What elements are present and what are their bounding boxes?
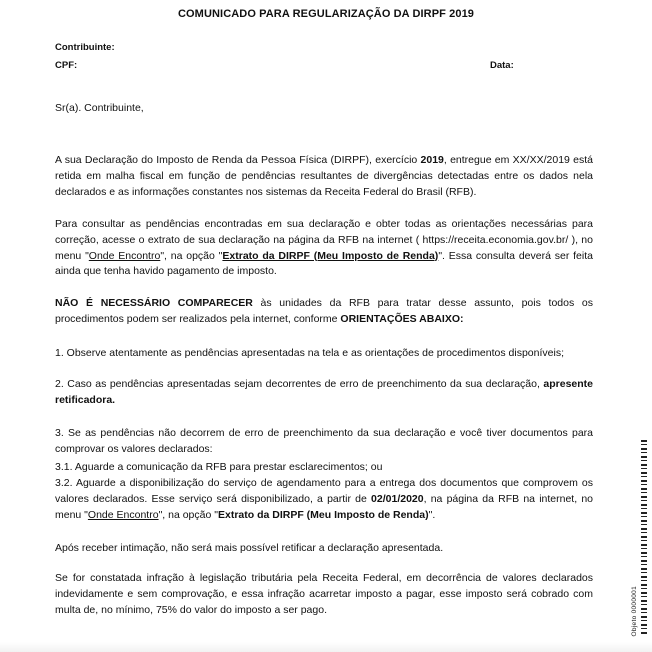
greeting: Sr(a). Contribuinte,	[55, 102, 144, 114]
p1-text-a: A sua Declaração do Imposto de Renda da Pessoa Física (DIRPF), exercício	[55, 154, 421, 166]
paragraph-consult	[55, 217, 593, 280]
extrato-dirpf-text-2: Extrato da DIRPF (Meu Imposto de Renda)	[217, 508, 429, 521]
item32-text-d: ".	[428, 508, 436, 521]
item32-text-c: ", na opção "	[158, 508, 218, 521]
p2-text-b: ", na opção "	[160, 249, 223, 262]
p3-text-c: ORIENTAÇÕES ABAIXO:	[340, 312, 464, 325]
list-item-3-1: 3.1. Aguarde a comunicação da RFB para prestar esclarecimentos; ou	[55, 461, 383, 473]
item32-date: 02/01/2020	[371, 492, 424, 505]
menu-onde-encontro-link-2[interactable]: Onde Encontro	[87, 508, 159, 521]
paragraph-after-notice: Após receber intimação, não será mais possível retificar a declaração apresentada.	[55, 542, 444, 554]
bottom-edge-fade	[0, 642, 652, 652]
paragraph-retention	[55, 153, 593, 200]
p1-year: 2019	[420, 154, 444, 166]
p2-text-a: Para consultar as pendências encontradas em sua declaração e obter todas as orientações necessárias para correção, acesse o extrato de sua declaração na página da RFB na internet ( https://receita.economia.gov.br/ ), no menu "	[55, 218, 593, 262]
item32-text-b: , na página da RFB na internet, no menu "	[55, 492, 593, 521]
item2-text-a: 2. Caso as pendências apresentadas sejam decorrentes de erro de preenchimento da sua declaração,	[55, 378, 544, 390]
list-item-2	[55, 377, 593, 409]
barcode-strip	[641, 440, 647, 636]
paragraph-no-need	[55, 296, 593, 328]
p1-text-b: , entregue em XX/XX/2019 está retida em malha fiscal em função de pendências resultantes de divergências detectadas entre os dados nela declarados e as informações constantes nos sistemas da Receita Federal do Brasil (RFB).	[55, 154, 593, 198]
date-label: Data:	[490, 60, 514, 71]
side-object-code: Objeto 0000001	[631, 586, 638, 637]
list-item-3-2	[55, 476, 593, 523]
page-title: COMUNICADO PARA REGULARIZAÇÃO DA DIRPF 2019	[177, 8, 475, 20]
contribuinte-label: Contribuinte:	[55, 42, 115, 53]
list-item-3: 3. Se as pendências não decorrem de erro de preenchimento da sua declaração e você tiver documentos para comprovar os valores declarados:	[55, 427, 593, 455]
cpf-label: CPF:	[55, 60, 78, 71]
extrato-dirpf-link[interactable]: Extrato da DIRPF (Meu Imposto de Renda)	[222, 249, 439, 262]
paragraph-infraction: Se for constatada infração à legislação tributária pela Receita Federal, em decorrência de valores declarados indevidamente e sem comprovação, e essa infração acarretar imposto a pagar, esse imposto será cobrado com multa de, no mínimo, 75% do valor do imposto a ser pago.	[55, 572, 593, 616]
item2-text-b: apresente retificadora.	[55, 378, 593, 406]
p2-text-c: ". Essa consulta deverá ser feita ainda que tenha havido pagamento de imposto.	[55, 249, 593, 278]
list-item-1: 1. Observe atentamente as pendências apresentadas na tela e as orientações de procedimentos disponíveis;	[55, 347, 564, 359]
p3-text-b: às unidades da RFB para tratar desse assunto, pois todos os procedimentos podem ser realizados pela internet, conforme	[55, 297, 593, 325]
item32-text-a: 3.2. Aguarde a disponibilização do serviço de agendamento para a entrega dos documentos que comprovem os valores declarados. Esse serviço será disponibilizado, a partir de	[55, 477, 593, 505]
menu-onde-encontro-link[interactable]: Onde Encontro	[88, 249, 161, 262]
p3-text-a: NÃO É NECESSÁRIO COMPARECER	[55, 297, 253, 309]
